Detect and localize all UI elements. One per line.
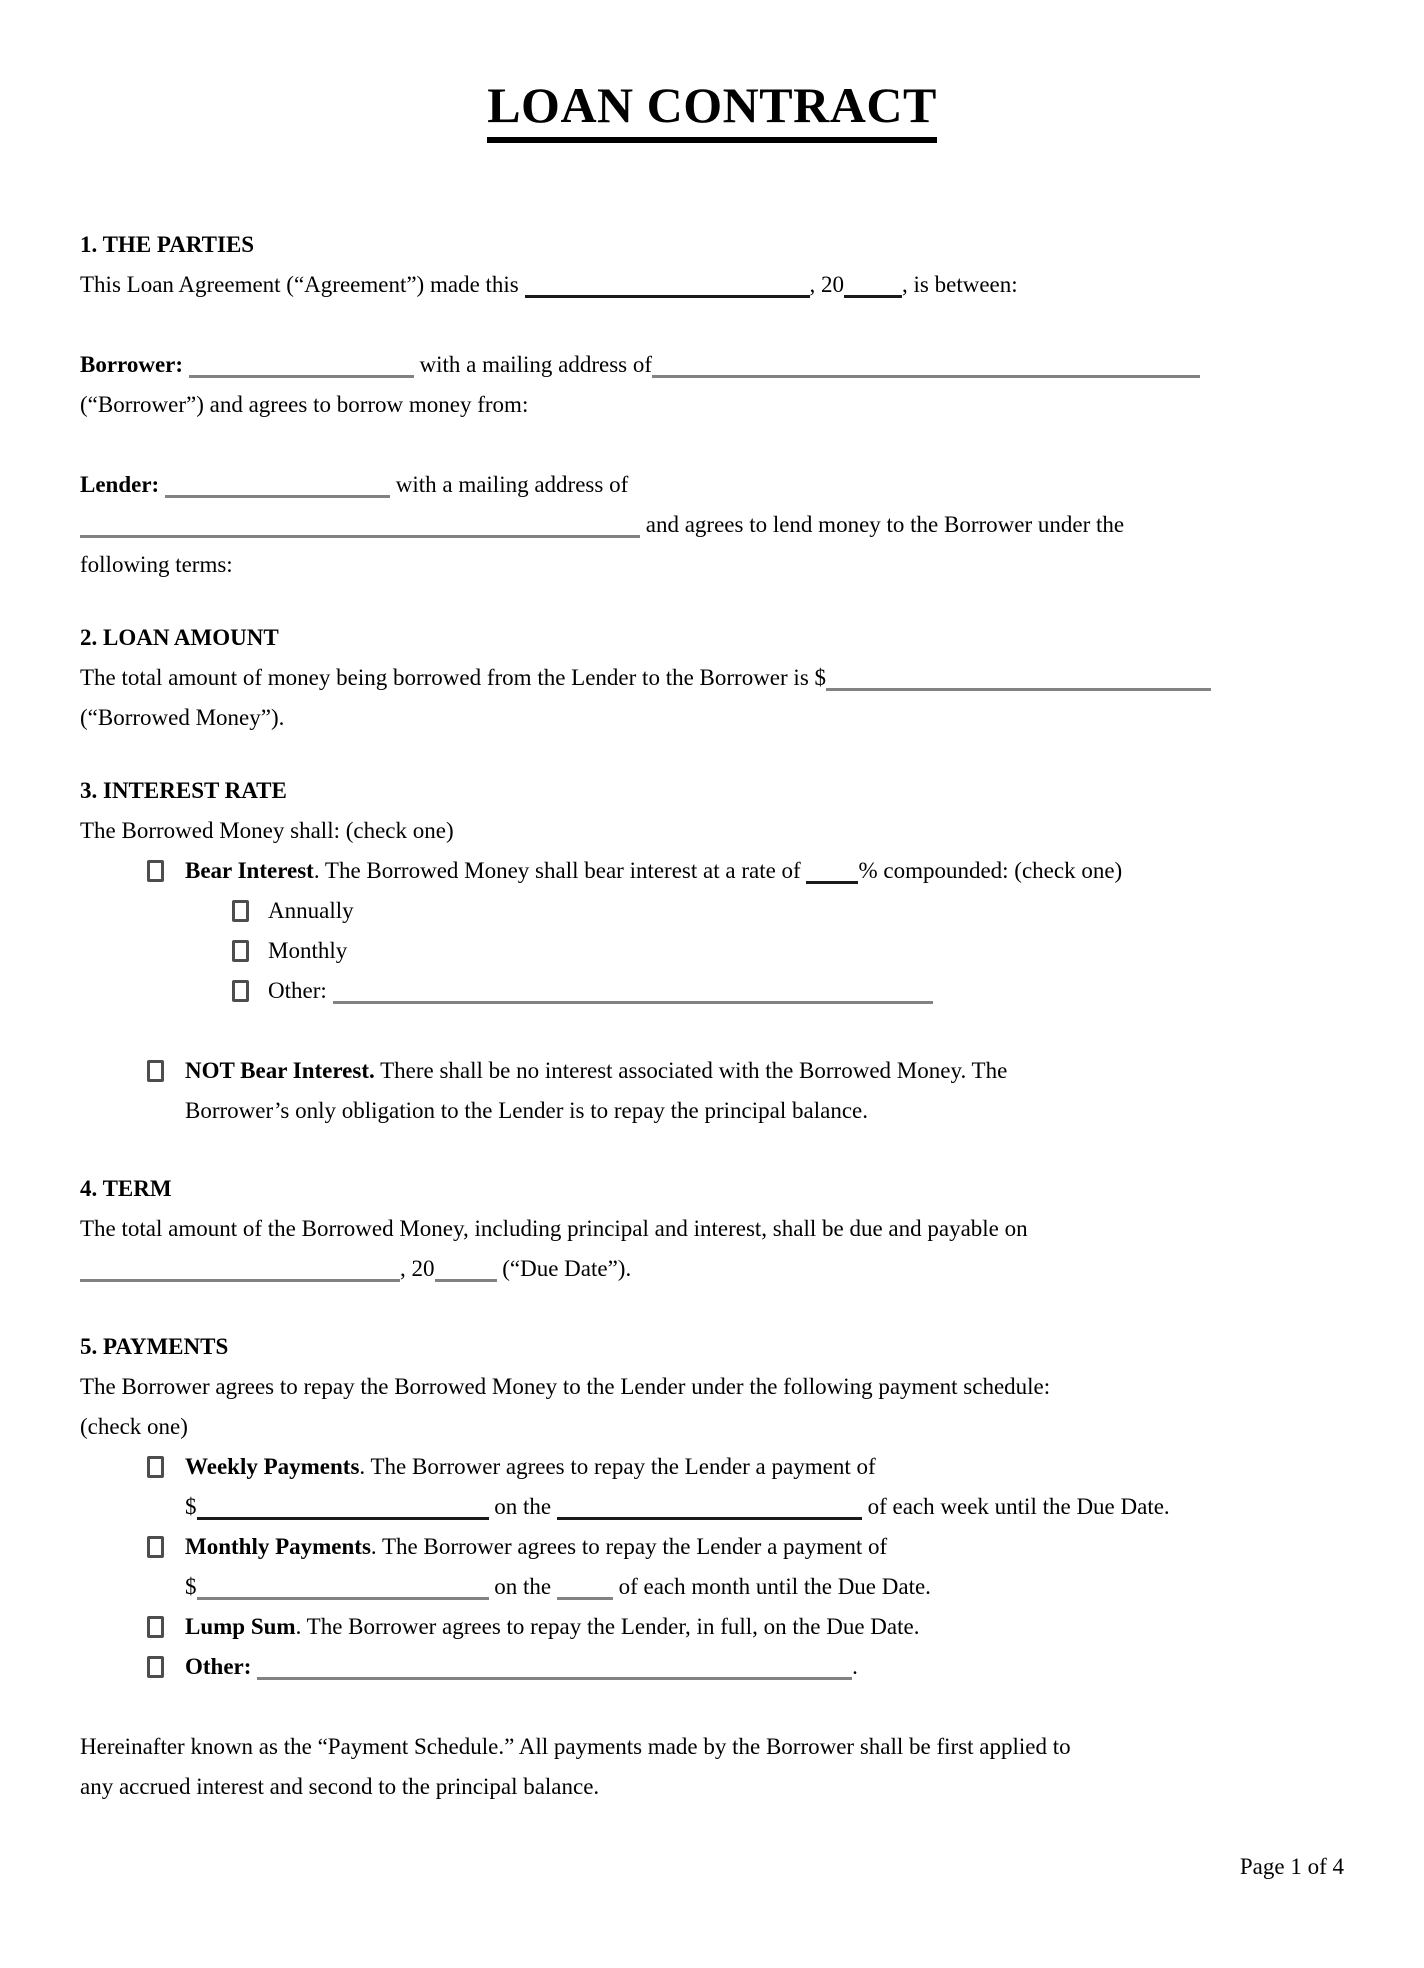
payment-other-label: Other: xyxy=(185,1654,252,1679)
compound-monthly-label: Monthly xyxy=(268,938,348,963)
closing-line1-text: Hereinafter known as the “Payment Schedule.” All payments made by the Borrower shall be first applied to xyxy=(80,1734,1071,1759)
section-heading-term: 4. TERM xyxy=(80,1176,172,1201)
due-date-blank[interactable] xyxy=(80,1279,400,1282)
lump-sum-item xyxy=(80,1607,1344,1647)
compound-other-label: Other: xyxy=(268,978,333,1003)
weekly-text-d: of each week until the Due Date. xyxy=(861,1494,1170,1519)
not-bear-interest-item xyxy=(80,1051,1344,1131)
not-bear-interest-line2: Borrower’s only obligation to the Lender is to repay the principal balance. xyxy=(185,1098,868,1123)
compound-other-item xyxy=(80,971,1344,1011)
section-heading-interest-rate: 3. INTEREST RATE xyxy=(80,778,287,803)
borrower-line2-text: (“Borrower”) and agrees to borrow money from: xyxy=(80,392,529,417)
loan-amount-line2-text: (“Borrowed Money”). xyxy=(80,705,285,730)
section-heading-loan-amount: 2. LOAN AMOUNT xyxy=(80,625,279,650)
weekly-payments-checkbox[interactable] xyxy=(147,1456,164,1478)
loan-amount-text-a: The total amount of money being borrowed from the Lender to the Borrower is $ xyxy=(80,665,827,690)
weekly-text-a: . The Borrower agrees to repay the Lender a payment of xyxy=(359,1454,876,1479)
bear-interest-item xyxy=(80,851,1344,891)
interest-rate-blank[interactable] xyxy=(806,881,858,884)
not-bear-interest-label: NOT Bear Interest. xyxy=(185,1058,375,1083)
compound-other-checkbox[interactable] xyxy=(232,980,249,1002)
lender-paragraph xyxy=(80,465,1344,585)
lender-name-blank[interactable] xyxy=(165,495,390,498)
monthly-payments-label: Monthly Payments xyxy=(185,1534,371,1559)
payments-lead-line1: The Borrower agrees to repay the Borrowed Money to the Lender under the following payment schedule: xyxy=(80,1374,1051,1399)
document-title: LOAN CONTRACT xyxy=(487,77,937,143)
agreement-year-blank[interactable] xyxy=(844,295,902,298)
compound-annually-label: Annually xyxy=(268,898,354,923)
borrower-mid-text: with a mailing address of xyxy=(413,352,653,377)
monthly-text-a: . The Borrower agrees to repay the Lender a payment of xyxy=(370,1534,888,1559)
payments-lead-paragraph xyxy=(80,1367,1344,1447)
term-line1-text: The total amount of the Borrowed Money, including principal and interest, shall be due and payable on xyxy=(80,1216,1028,1241)
borrower-address-blank[interactable] xyxy=(652,375,1200,378)
borrower-paragraph xyxy=(80,345,1344,425)
lender-line2-text: and agrees to lend money to the Borrower under the xyxy=(640,512,1125,537)
weekly-amount-blank[interactable] xyxy=(197,1517,489,1520)
compound-other-blank[interactable] xyxy=(333,1001,933,1004)
agreement-day-blank[interactable] xyxy=(525,295,810,298)
intro-text-b: , 20 xyxy=(809,272,845,297)
document-title-wrap xyxy=(80,0,1344,135)
weekly-dollar-sign: $ xyxy=(185,1494,197,1519)
monthly-dollar-sign: $ xyxy=(185,1574,197,1599)
lender-address-blank[interactable] xyxy=(80,535,640,538)
monthly-text-d: of each month until the Due Date. xyxy=(612,1574,931,1599)
closing-paragraph xyxy=(80,1727,1344,1807)
payment-other-text xyxy=(185,1654,858,1679)
compound-annually-checkbox[interactable] xyxy=(232,900,249,922)
bear-interest-checkbox[interactable] xyxy=(147,860,164,882)
section-heading-payments: 5. PAYMENTS xyxy=(80,1334,229,1359)
lump-sum-label: Lump Sum xyxy=(185,1614,296,1639)
payment-other-period: . xyxy=(852,1654,858,1679)
intro-text-a: This Loan Agreement (“Agreement”) made this xyxy=(80,272,525,297)
interest-lead-text: The Borrowed Money shall: (check one) xyxy=(80,818,454,843)
intro-text-c: , is between: xyxy=(902,272,1018,297)
monthly-payments-checkbox[interactable] xyxy=(147,1536,164,1558)
compound-monthly-item xyxy=(80,931,1344,971)
lender-label: Lender: xyxy=(80,472,160,497)
borrower-label: Borrower: xyxy=(80,352,184,377)
monthly-amount-blank[interactable] xyxy=(197,1597,489,1600)
bear-interest-text-a: . The Borrowed Money shall bear interest at a rate of xyxy=(313,858,807,883)
lender-line3-text: following terms: xyxy=(80,552,233,577)
compound-annually-item xyxy=(80,891,1344,931)
not-bear-interest-text xyxy=(185,1058,1007,1123)
section-heading-parties: 1. THE PARTIES xyxy=(80,232,255,257)
weekly-day-blank[interactable] xyxy=(557,1517,862,1520)
closing-line2-text: any accrued interest and second to the principal balance. xyxy=(80,1774,600,1799)
borrower-name-blank[interactable] xyxy=(189,375,414,378)
weekly-payments-text xyxy=(185,1454,1170,1519)
bear-interest-text xyxy=(185,858,1122,883)
compound-monthly-checkbox[interactable] xyxy=(232,940,249,962)
not-bear-interest-text-a: There shall be no interest associated with the Borrowed Money. The xyxy=(374,1058,1008,1083)
bear-interest-label: Bear Interest xyxy=(185,858,314,883)
loan-amount-blank[interactable] xyxy=(826,688,1211,691)
weekly-text-c: on the xyxy=(488,1494,557,1519)
lump-sum-checkbox[interactable] xyxy=(147,1616,164,1638)
weekly-payments-label: Weekly Payments xyxy=(185,1454,360,1479)
payments-lead-line2: (check one) xyxy=(80,1414,188,1439)
parties-intro-line xyxy=(80,265,1344,305)
loan-amount-paragraph xyxy=(80,658,1344,738)
lump-sum-text-a: . The Borrower agrees to repay the Lender, in full, on the Due Date. xyxy=(295,1614,920,1639)
lender-mid-text: with a mailing address of xyxy=(389,472,629,497)
not-bear-interest-checkbox[interactable] xyxy=(147,1060,164,1082)
monthly-payments-text xyxy=(185,1534,931,1599)
payment-other-checkbox[interactable] xyxy=(147,1656,164,1678)
payment-other-item xyxy=(80,1647,1344,1687)
term-paragraph xyxy=(80,1209,1344,1289)
page-number: Page 1 of 4 xyxy=(1239,1854,1344,1879)
term-text-c: (“Due Date”). xyxy=(496,1256,632,1281)
due-year-blank[interactable] xyxy=(435,1279,497,1282)
term-text-b: , 20 xyxy=(400,1256,435,1281)
bear-interest-text-b: % compounded: (check one) xyxy=(858,858,1123,883)
monthly-payments-item xyxy=(80,1527,1344,1607)
monthly-text-c: on the xyxy=(488,1574,557,1599)
weekly-payments-item xyxy=(80,1447,1344,1527)
lump-sum-text xyxy=(185,1614,919,1639)
monthly-day-blank[interactable] xyxy=(557,1597,613,1600)
payment-other-blank[interactable] xyxy=(257,1677,852,1680)
